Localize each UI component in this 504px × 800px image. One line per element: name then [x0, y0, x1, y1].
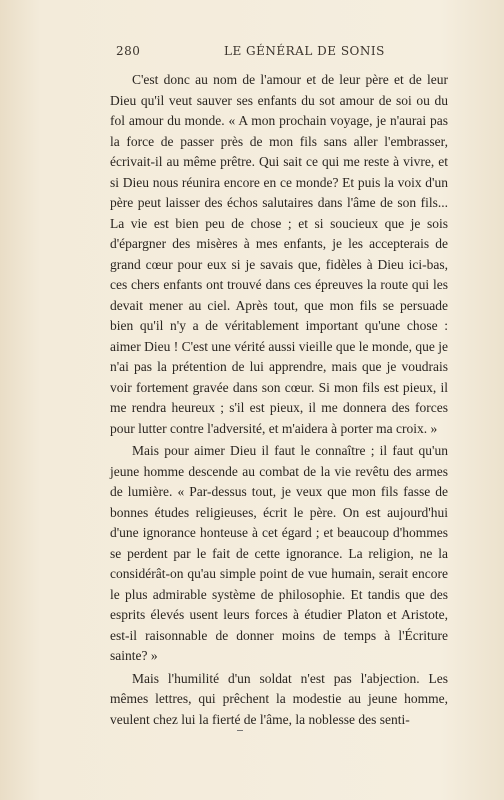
paragraph-1: C'est donc au nom de l'amour et de leur père et de leur Dieu qu'il veut sauver ses enfants du sot amour de soi ou du fol amour du monde. « A mon prochain voyage, je n'aurai pas la force de passer près de mon fils sans aller l'embrasser, écrivait-il au même prêtre. Qui sait ce qui me reste à vivre, et si Dieu nous réunira encore en ce monde? Et puis la voix d'un père peut laisser des échos salutaires dans l'âme de son fils... La vie est bien peu de chose ; et si soucieux que je sois d'épargner des misères à mes enfants, je les accepterais de grand cœur pour eux si je savais que, fidèles à Dieu ici-bas, ces chers enfants ont trouvé dans ces épreuves la route qui les devait mener au ciel. Après tout, que mon fils se persuade bien qu'il n'y a de véritablement important qu'une chose : aimer Dieu ! C'est une vérité aussi vieille que le monde, que je n'ai pas la prétention de lui apprendre, mais que je voudrais voir fortement gravée dans son cœur. Si mon fils est pieux, il me rendra heureux ; s'il est pieux, il me donnera des forces pour lutter contre l'adversité, et m'aidera à porter ma croix. »: [110, 72, 448, 436]
paragraph-2: Mais pour aimer Dieu il faut le connaître ; il faut qu'un jeune homme descende au combat de la vie revêtu des armes de lumière. « Par-dessus tout, je veux que mon fils fasse de bonnes études religieuses, écrit le père. On est aujourd'hui d'une ignorance honteuse à cet égard ; et beaucoup d'hommes se perdent par le fait de cette ignorance. La religion, ne la considérât-on qu'au simple point de vue humain, serait encore le plus admirable système de philosophie. Et tandis que des esprits élevés usent leurs forces à étudier Platon et Aristote, est-il raisonnable de donner moins de temps à l'Écriture sainte? »: [110, 443, 448, 663]
page-number: 280: [116, 44, 141, 58]
page-mark: [237, 730, 243, 731]
running-title: LE GÉNÉRAL DE SONIS: [224, 44, 385, 58]
paragraph-3: Mais l'humilité d'un soldat n'est pas l'abjection. Les mêmes lettres, qui prêchent la modestie au jeune homme, veulent chez lui la fierté de l'âme, la noblesse des senti-: [110, 670, 448, 727]
body-text: [110, 70, 448, 730]
